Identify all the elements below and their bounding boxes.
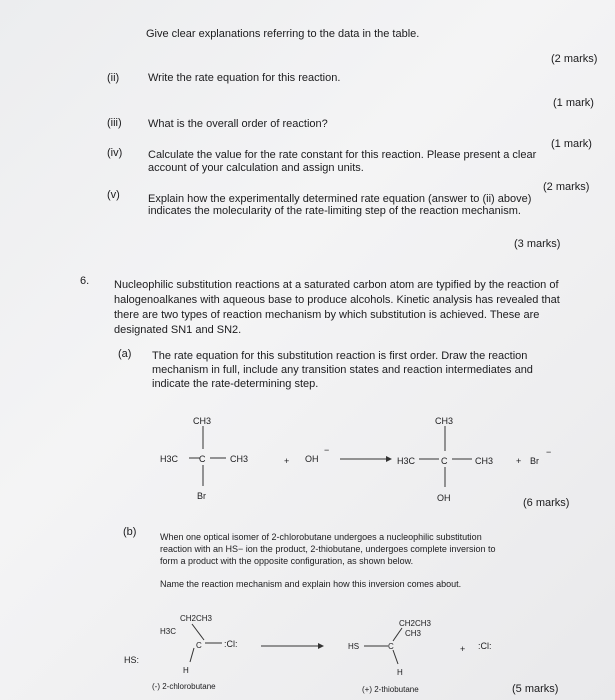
q6b-line4: Name the reaction mechanism and explain how this inversion comes about. (160, 579, 462, 589)
q-ii-text: Write the rate equation for this reaction. (148, 72, 341, 84)
s2-c: C (441, 456, 448, 466)
intro-text: Give clear explanations referring to the data in the table. (146, 28, 420, 40)
p-ch3: CH3 (405, 629, 422, 638)
s1-c: C (199, 454, 206, 464)
q-ii-marks: (1 mark) (553, 97, 594, 109)
q-v-num: (v) (107, 189, 120, 201)
r-cl: :Cl: (224, 639, 238, 649)
s2-ch3-top: CH3 (435, 416, 454, 426)
p-plus: + (460, 644, 466, 654)
p-name: (+) 2-thiobutane (362, 685, 419, 694)
s1-plus: + (284, 456, 290, 466)
r-name: (-) 2-chlorobutane (152, 682, 216, 691)
q6a-marks: (6 marks) (523, 497, 570, 509)
q-iv-num: (iv) (107, 147, 123, 159)
s1-ch3-top: CH3 (193, 416, 212, 426)
q-iv-line2: account of your calculation and assign units. (148, 162, 364, 174)
q-v-line2: indicates the molecularity of the rate-limiting step of the reaction mechanism. (148, 205, 521, 217)
p-c: C (388, 642, 394, 651)
r-hs-nucleophile: HS: (124, 655, 140, 665)
q-iii-num: (iii) (107, 117, 122, 129)
s2-br-charge: − (546, 447, 552, 457)
p-cl-ion: :Cl: (478, 641, 492, 651)
s1-ch3-right: CH3 (230, 454, 249, 464)
q6-line3: there are two types of reaction mechanism by which substitution is achieved. These are (114, 309, 540, 321)
q6-num: 6. (80, 275, 90, 287)
r-h3c: H3C (160, 627, 177, 636)
q6b-line1: When one optical isomer of 2-chlorobutane undergoes a nucleophilic substitution (160, 532, 482, 542)
s2-h3c: H3C (397, 456, 416, 466)
q6a-num: (a) (118, 348, 132, 360)
q6a-line1: The rate equation for this substitution reaction is first order. Draw the reaction (152, 350, 528, 362)
s1-br: Br (197, 491, 206, 501)
q-iv-line1: Calculate the value for the rate constant for this reaction. Please present a clear (148, 149, 537, 161)
p-hs: HS (348, 642, 360, 651)
r-h: H (183, 666, 189, 675)
q-iii-marks: (1 mark) (551, 138, 592, 150)
q6b-line2: reaction with an HS− ion the product, 2-thiobutane, undergoes complete inversion to (160, 544, 496, 554)
s2-plus: + (516, 456, 522, 466)
q6-line2: halogenoalkanes with aqueous base to produce alcohols. Kinetic analysis has revealed that (114, 294, 560, 306)
s1-h3c: H3C (160, 454, 179, 464)
s2-oh: OH (437, 493, 451, 503)
q6b-num: (b) (123, 526, 137, 538)
s2-ch3-right: CH3 (475, 456, 494, 466)
q6b-marks: (5 marks) (512, 683, 559, 695)
s1-oh-charge: − (324, 445, 330, 455)
q-v-marks: (3 marks) (514, 238, 561, 250)
q-ii-num: (ii) (107, 72, 120, 84)
r-c: C (196, 641, 202, 650)
q6a-line3: indicate the rate-determining step. (152, 378, 319, 390)
p-ch2ch3: CH2CH3 (399, 619, 432, 628)
q6b-line3: form a product with the opposite configuration, as shown below. (160, 556, 414, 566)
s2-br: Br (530, 456, 539, 466)
q6-line4: designated SN1 and SN2. (114, 324, 242, 336)
q-iv-marks: (2 marks) (543, 181, 590, 193)
q-v-line1: Explain how the experimentally determined rate equation (answer to (ii) above) (148, 193, 532, 205)
q-iii-text: What is the overall order of reaction? (148, 118, 328, 130)
q6a-line2: mechanism in full, include any transition states and reaction intermediates and (152, 364, 533, 376)
p-h: H (397, 668, 403, 677)
q6-line1: Nucleophilic substitution reactions at a saturated carbon atom are typified by the reaction of (114, 279, 559, 291)
s1-oh: OH (305, 454, 319, 464)
r-ch2ch3: CH2CH3 (180, 614, 213, 623)
marks-a: (2 marks) (551, 53, 598, 65)
